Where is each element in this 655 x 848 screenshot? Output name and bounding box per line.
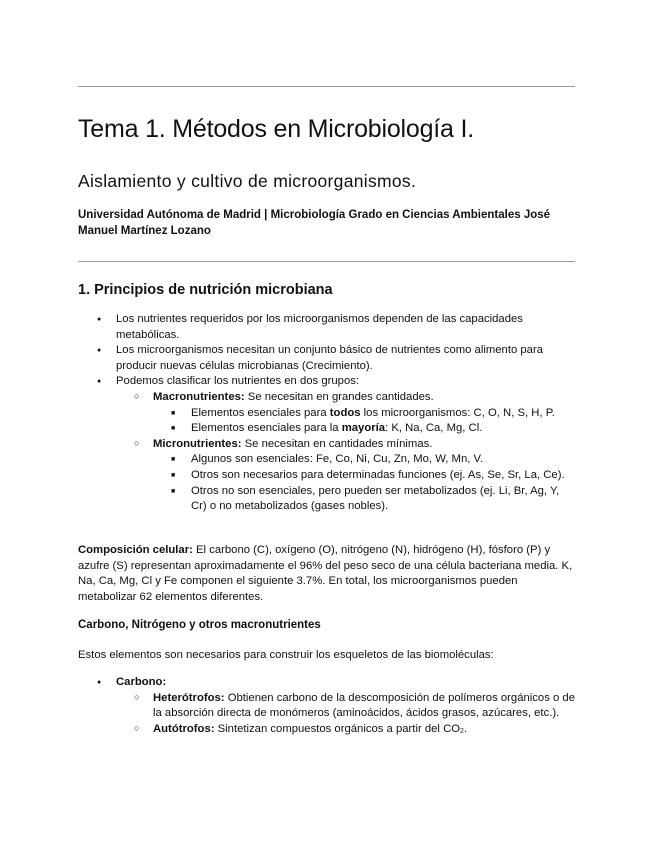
item-text: los microorganismos: C, O, N, S, H, P. (360, 406, 555, 419)
carbon-sublist (116, 691, 578, 740)
micronutrients-label: Micronutrientes: (153, 437, 242, 450)
list-item-text: Los microorganismos necesitan un conjunto básico de nutrientes como alimento para producir nuevas células microbianas (Crecimiento). (116, 344, 544, 372)
item-emphasis: mayoría (341, 422, 386, 435)
list-item (153, 406, 578, 422)
item-text: Elementos esenciales para la (191, 422, 342, 435)
list-item (153, 468, 578, 484)
co2-subscript: 2 (460, 727, 464, 735)
item-emphasis: todos (329, 406, 361, 419)
item-text: : K, Na, Ca, Mg, Cl. (385, 422, 483, 435)
item-text: Otros no son esenciales, pero pueden ser metabolizados (ej. Li, Br, Ag, Y, Cr) o no metabolizados (gases nobles). (191, 484, 560, 513)
top-divider (78, 86, 575, 87)
list-item-micronutrients (116, 437, 578, 515)
list-item (153, 484, 578, 515)
heterotrophs-label: Heterótrofos: (153, 691, 225, 704)
carbon-list (78, 675, 578, 739)
list-item (78, 374, 578, 514)
list-item-text: Los nutrientes requeridos por los microorganismos dependen de las capacidades metabólicas. (116, 313, 523, 341)
macronutrients-text: Se necesitan en grandes cantidades. (244, 390, 434, 403)
list-item-carbon (78, 675, 578, 739)
intro-paragraph: Estos elementos son necesarios para construir los esqueletos de las biomoléculas: (78, 649, 494, 661)
macronutrients-sublist (153, 406, 578, 437)
item-text: Elementos esenciales para (191, 406, 330, 419)
macronutrients-label: Macronutrientes: (153, 390, 245, 403)
page-subtitle: Aislamiento y cultivo de microorganismos. (78, 171, 417, 191)
composition-label: Composición celular: (78, 544, 193, 556)
list-item-text: Podemos clasificar los nutrientes en dos grupos: (116, 375, 360, 388)
micronutrients-text: Se necesitan en cantidades mínimas. (241, 437, 433, 450)
autotrophs-label: Autótrofos: (153, 722, 215, 735)
list-item (153, 452, 578, 468)
micronutrients-sublist (153, 452, 578, 514)
autotrophs-end: . (463, 722, 468, 735)
heterotrophs-text: Obtienen carbono de la descomposición de polímeros orgánicos o de la absorción directa de monómeros (aminoácidos, ácidos grasos, azúcares, etc.). (153, 691, 575, 720)
section-heading-macronutrients: Carbono, Nitrógeno y otros macronutrientes (78, 619, 321, 631)
list-item (78, 312, 578, 343)
autotrophs-text: Sintetizan compuestos orgánicos a partir del CO (214, 722, 461, 735)
list-item-macronutrients (116, 390, 578, 437)
list-item-autotrophs (116, 722, 578, 740)
composition-text: El carbono (C), oxígeno (O), nitrógeno (N), hidrógeno (H), fósforo (P) y azufre (S) representan aproximadamente el 96% del peso seco de una célula bacteriana media. K, Na, Ca, Mg, Cl y Fe componen el siguiente 3.7%. En total, los microorganismos pueden metabolizar 62 elementos diferentes. (78, 544, 573, 603)
page-title: Tema 1. Métodos en Microbiología I. (78, 115, 474, 143)
nutrient-groups-list (116, 390, 578, 515)
author-line: Universidad Autónoma de Madrid | Microbiología Grado en Ciencias Ambientales José Manuel Martínez Lozano (78, 209, 551, 237)
list-item (153, 421, 578, 437)
item-text: Otros son necesarios para determinadas funciones (ej. As, Se, Sr, La, Ce). (191, 468, 565, 481)
nutrition-list (78, 312, 578, 515)
list-item-heterotrophs (116, 691, 578, 722)
list-item (78, 343, 578, 374)
section-divider (78, 261, 575, 262)
composition-paragraph (78, 543, 578, 605)
item-text: Algunos son esenciales: Fe, Co, Ni, Cu, Zn, Mo, W, Mn, V. (191, 453, 484, 466)
carbon-label: Carbono: (116, 676, 167, 688)
section-heading-nutrition: 1. Principios de nutrición microbiana (78, 282, 333, 298)
